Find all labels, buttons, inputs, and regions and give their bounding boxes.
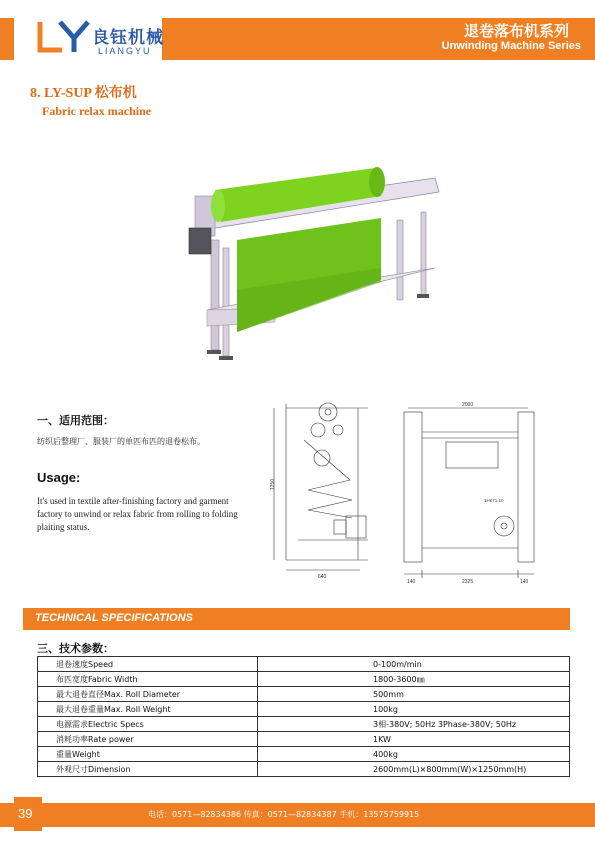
spec-value: 400kg: [258, 747, 570, 762]
product-subtitle: Fabric relax machine: [42, 104, 152, 118]
table-row: [38, 732, 570, 747]
front-top-label: 2000: [462, 402, 474, 408]
spec-value: 500mm: [258, 687, 570, 702]
table-row: [38, 717, 570, 732]
spec-label: 消耗功率Rate power: [38, 732, 258, 747]
spec-bar: [23, 608, 570, 630]
table-row: [38, 747, 570, 762]
front-view-drawing: [398, 398, 540, 586]
spec-label: 最大退卷直径Max. Roll Diameter: [38, 687, 258, 702]
contact-info: 电话：0571—82834386 传真：0571—82834387 手机：13575759915: [148, 810, 420, 819]
spec-label: 重量Weight: [38, 747, 258, 762]
spec-label: 退卷速度Speed: [38, 657, 258, 672]
spec-value: 1800-3600㎜: [258, 672, 570, 687]
usage-text: It's used in textile after-finishing factory and garment factory to unwind or relax fabric from rolling to folding plaiting status.: [37, 496, 238, 532]
spec-value: 100kg: [258, 702, 570, 717]
side-height-label: 1250: [270, 478, 276, 490]
spec-value: 1KW: [258, 732, 570, 747]
spec-label: 最大退卷重量Max. Roll Weight: [38, 702, 258, 717]
table-row: [38, 657, 570, 672]
table-row: [38, 702, 570, 717]
logo: [14, 4, 162, 64]
front-right-label: 140: [520, 579, 529, 585]
table-row: [38, 762, 570, 777]
series-title-cn: 退卷落布机系列: [463, 22, 569, 40]
page-number-box: [14, 797, 42, 831]
spec-value: 2600mm(L)×800mm(W)×1250mm(H): [258, 762, 570, 777]
scope-heading: 一、适用范围：: [37, 414, 114, 427]
page-number: 39: [18, 806, 33, 821]
spec-label: 布匹宽度Fabric Width: [38, 672, 258, 687]
table-row: [38, 687, 570, 702]
front-middle-label: 2325: [462, 579, 474, 585]
spec-table: [37, 656, 570, 777]
logo-en: LIANGYU: [98, 46, 152, 56]
product-title: 8. LY-SUP 松布机: [30, 86, 137, 101]
spec-bar-title: TECHNICAL SPECIFICATIONS: [35, 612, 193, 624]
usage-heading: Usage:: [37, 470, 81, 485]
logo-mark-icon: [36, 18, 98, 54]
side-width-label: 640: [318, 574, 327, 580]
logo-cn: 良钰机械: [92, 28, 164, 48]
spec-label: 电源需求Electric Specs: [38, 717, 258, 732]
scope-text: 纺织后整理厂、服装厂的单匹布匹的退卷松布。: [37, 437, 205, 446]
front-note-label: 1H¢71.10: [484, 498, 504, 503]
params-heading: 三、技术参数：: [37, 642, 114, 655]
table-row: [38, 672, 570, 687]
spec-value: 0-100m/min: [258, 657, 570, 672]
spec-label: 外观尺寸Dimension: [38, 762, 258, 777]
side-view-drawing: [268, 400, 386, 585]
machine-photo: [185, 160, 445, 370]
front-left-label: 140: [407, 579, 416, 585]
series-title-en: Unwinding Machine Series: [441, 40, 581, 52]
spec-value: 3相-380V; 50Hz 3Phase-380V; 50Hz: [258, 717, 570, 732]
